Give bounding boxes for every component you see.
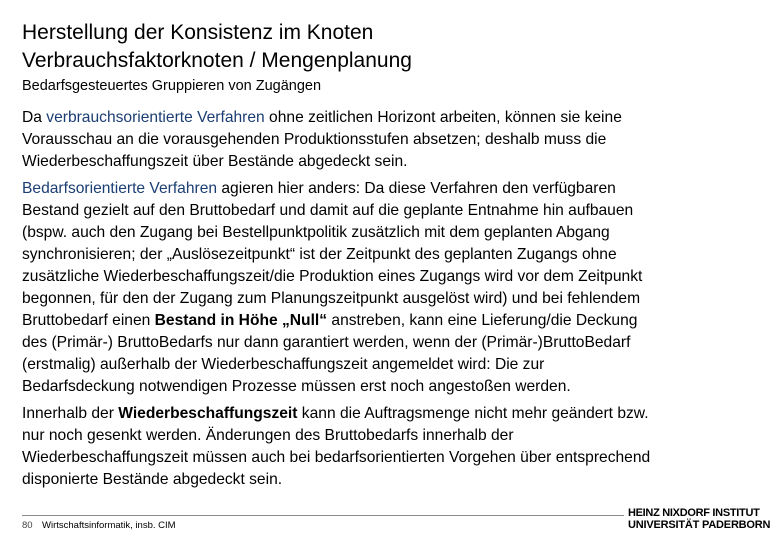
title-line-2: Verbrauchsfaktorknoten / Mengenplanung [22, 49, 412, 72]
paragraph-line: Vorausschau an die vorausgehenden Produktionsstufen absetzen; deshalb muss die [22, 131, 607, 148]
text-run: kann die Auftragsmenge nicht mehr geändert bzw. [297, 405, 649, 422]
slide-subtitle: Bedarfsgesteuertes Gruppieren von Zugängen [22, 78, 322, 94]
text-run: Innerhalb der [22, 405, 119, 422]
paragraph-bedarfsorientiert [22, 178, 762, 398]
text-run: anstreben, kann eine Lieferung/die Deckung [327, 312, 638, 329]
paragraph-line: des (Primär-) BruttoBedarfs nur dann garantiert werden, wenn der (Primär-)BruttoBedarf [22, 334, 631, 351]
paragraph-line: nur noch gesenkt werden. Änderungen des Bruttobedarfs innerhalb der [22, 427, 514, 444]
footer-divider [22, 515, 624, 516]
bold-term: Bestand in Höhe „Null“ [154, 312, 328, 329]
paragraph-line: Bestand gezielt auf den Bruttobedarf und damit auf die geplante Entnahme hin aufbauen [22, 202, 634, 219]
paragraph-line [22, 107, 762, 129]
text-run: Da [22, 109, 47, 126]
slide-title [22, 19, 412, 75]
text-run: Bruttobedarf einen [22, 312, 155, 329]
paragraph-line: Bedarfsdeckung notwendigen Prozesse müssen erst noch angestoßen werden. [22, 378, 571, 395]
footer-course-label: Wirtschaftsinformatik, insb. CIM [42, 520, 176, 531]
page-number: 80 [22, 520, 33, 531]
highlight-term: verbrauchsorientierte Verfahren [46, 109, 265, 126]
paragraph-line [22, 178, 762, 200]
text-run: ohne zeitlichen Horizont arbeiten, können sie keine [264, 109, 622, 126]
institute-logo [628, 507, 771, 532]
paragraph-line: Wiederbeschaffungszeit müssen auch bei bedarfsorientierten Vorgehen über entsprechend [22, 449, 651, 466]
paragraph-line [22, 403, 762, 425]
paragraph-wiederbeschaffungszeit [22, 403, 762, 491]
paragraph-line: synchronisieren; der „Auslösezeitpunkt“ ist der Zeitpunkt des geplanten Zugangs ohne [22, 246, 617, 263]
logo-line-university: UNIVERSITÄT PADERBORN [628, 519, 771, 531]
paragraph-line: disponierte Bestände abgedeckt sein. [22, 471, 283, 488]
paragraph-verbrauchsorientiert [22, 107, 762, 173]
paragraph-line: (erstmalig) außerhalb der Wiederbeschaffungszeit angemeldet wird: Die zur [22, 356, 545, 373]
highlight-term: Bedarfsorientierte Verfahren [22, 180, 218, 197]
paragraph-line [22, 310, 762, 332]
paragraph-line: begonnen, für den der Zugang zum Planungszeitpunkt ausgelöst wird) und bei fehlendem [22, 290, 641, 307]
paragraph-line: Wiederbeschaffungszeit über Bestände abgedeckt sein. [22, 153, 408, 170]
bold-term: Wiederbeschaffungszeit [118, 405, 298, 422]
paragraph-line: (bspw. auch den Zugang bei Bestellpunktpolitik zusätzlich mit dem geplanten Abgang [22, 224, 610, 241]
text-run: agieren hier anders: Da diese Verfahren den verfügbaren [217, 180, 616, 197]
logo-line-institute: HEINZ NIXDORF INSTITUT [628, 507, 760, 519]
paragraph-line: zusätzliche Wiederbeschaffungszeit/die Produktion eines Zugangs wird vor dem Zeitpunkt [22, 268, 643, 285]
title-line-1: Herstellung der Konsistenz im Knoten [22, 21, 374, 44]
